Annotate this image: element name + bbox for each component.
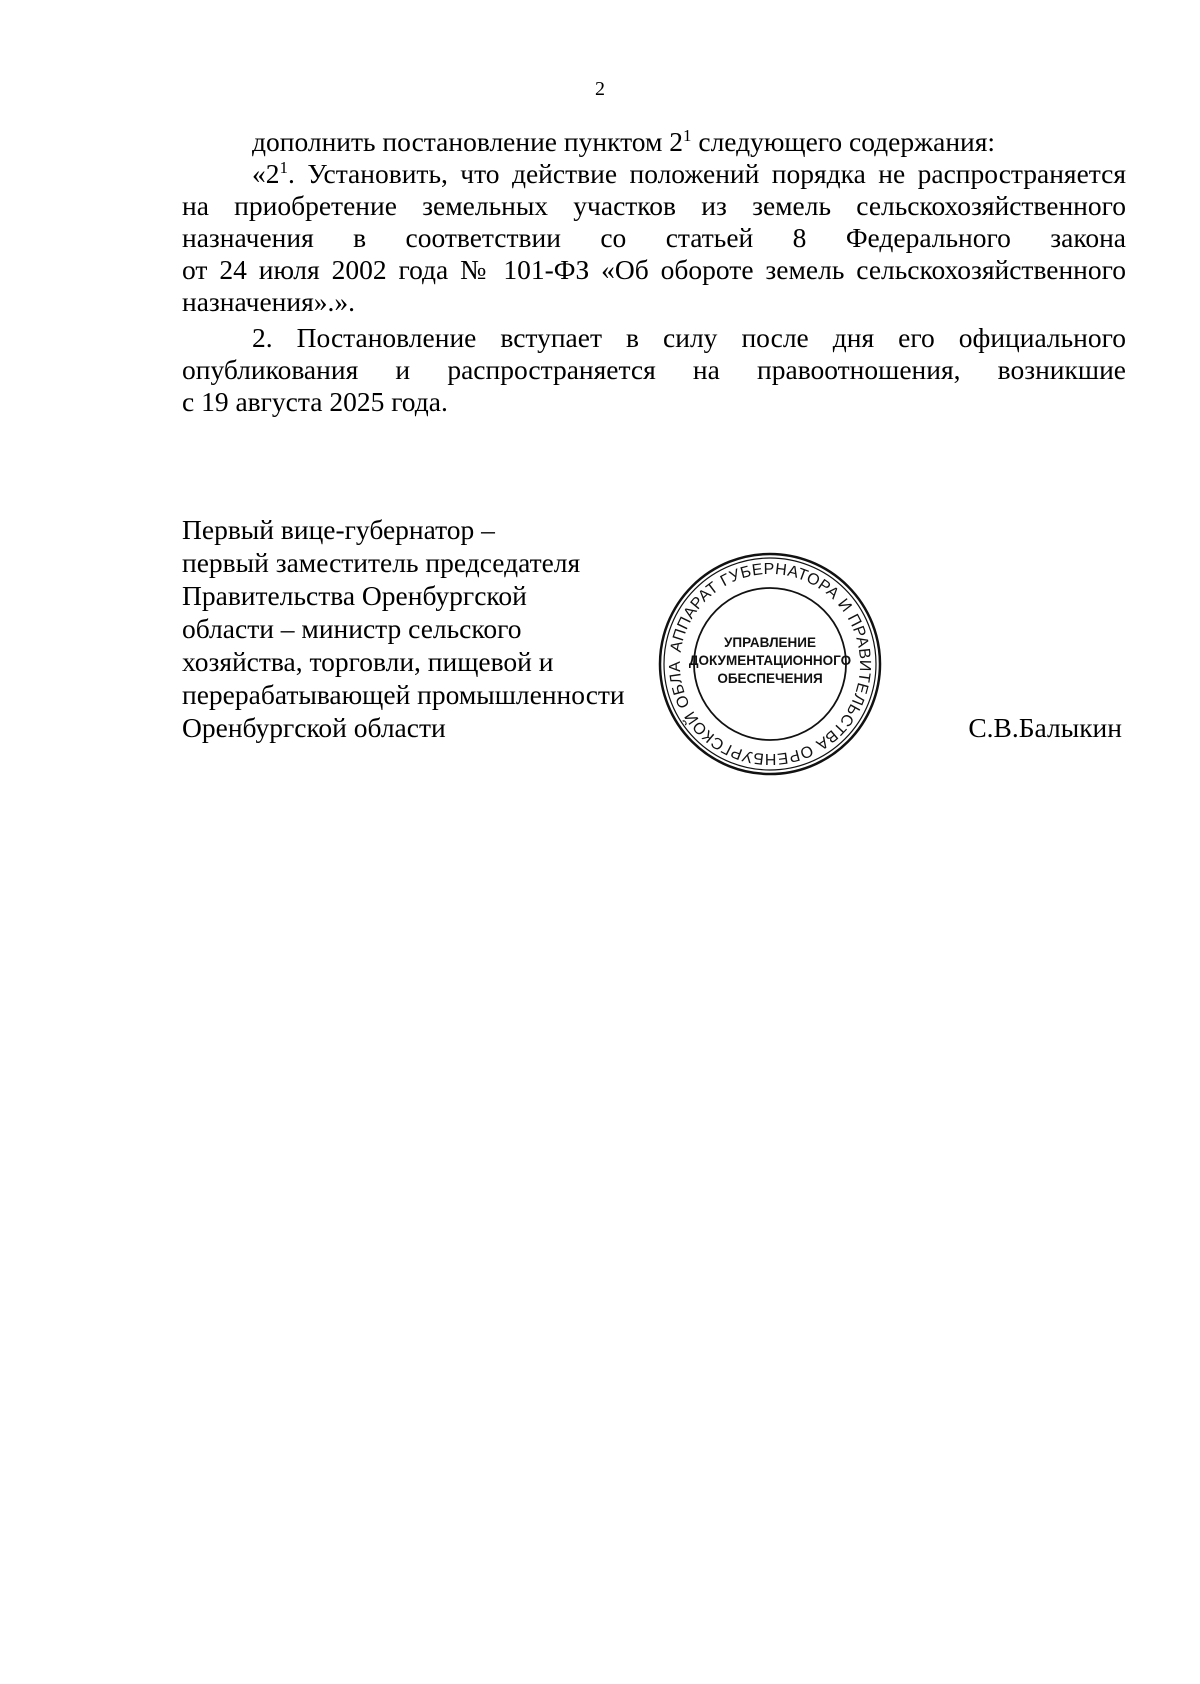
document-body	[182, 126, 1126, 418]
position-line: Правительства Оренбургской	[182, 580, 527, 611]
p21-line-1	[182, 158, 1126, 190]
p21-line-3: назначения в соответствии со статьей 8 Федерального закона	[182, 222, 1126, 253]
seal-center-line-3: ОБЕСПЕЧЕНИЯ	[717, 671, 823, 686]
paragraph-2	[182, 322, 1126, 418]
p2-line-3: с 19 августа 2025 года.	[182, 386, 448, 417]
official-seal	[650, 544, 890, 784]
position-line: первый заместитель председателя	[182, 547, 581, 578]
p21-line-4: от 24 июля 2002 года № 101-ФЗ «Об обороте земель сельскохозяйственного	[182, 254, 1126, 285]
intro-line	[182, 126, 1126, 158]
position-line: перерабатывающей промышленности	[182, 679, 625, 710]
p21-line-5: назначения».».	[182, 286, 355, 317]
seal-ring-text: АППАРАТ ГУБЕРНАТОРА И ПРАВИТЕЛЬСТВА ОРЕНБУРГСКОЙ ОБЛА	[666, 560, 874, 768]
p2-line-2: опубликования и распространяется на правоотношения, возникшие	[182, 354, 1126, 385]
seal-center-line-2: ДОКУМЕНТАЦИОННОГО	[688, 653, 852, 668]
intro-superscript: 1	[682, 125, 692, 145]
p2-line-1: 2. Постановление вступает в силу после дня его официального	[252, 322, 1126, 353]
signatory-position	[182, 513, 652, 744]
p21-line-2: на приобретение земельных участков из земель сельскохозяйственного	[182, 190, 1126, 221]
paragraph-2-1	[182, 158, 1126, 318]
page-number: 2	[595, 78, 605, 100]
intro-tail: следующего содержания:	[691, 126, 996, 157]
position-line: области – министр сельского	[182, 613, 522, 644]
p21-open: «2	[252, 158, 280, 189]
p21-superscript: 1	[279, 157, 288, 177]
intro-text: дополнить постановление пунктом 2	[252, 126, 683, 157]
seal-center-line-1: УПРАВЛЕНИЕ	[723, 635, 817, 650]
position-line: хозяйства, торговли, пищевой и	[182, 646, 554, 677]
position-line: Первый вице-губернатор –	[182, 514, 495, 545]
position-line: Оренбургской области	[182, 712, 446, 743]
seal-icon	[650, 544, 890, 784]
p21-line-1-tail: . Установить, что действие положений порядка не распространяется	[288, 158, 1126, 189]
signer-name: С.В.Балыкин	[968, 712, 1122, 743]
